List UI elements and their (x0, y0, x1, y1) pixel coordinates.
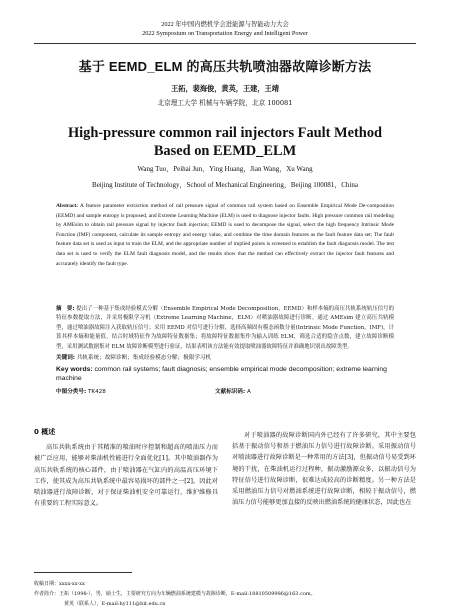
keywords-cn-label: 关键词: (56, 355, 76, 361)
keywords-en-label: Key words: (56, 366, 93, 373)
abstract-cn-text: 提出了一种基于集成经验模式分解（Ensemble Empirical Mode Decomposition，EEMD）和样本熵的高压共轨系统轨压信号的特征参数提取方法，并采用极限学习机（Extreme Learning Machine，ELM）对喷油器故障进行诊断。通过 AMEsim 建立高压共轨模型，通过喷油器故障注入获取轨压信号；采用 EEMD 对信号进行分解，选择高频固有模态函数分量(Intrinsic Mode Function，IMF)，计算其样本熵和能量值，结合时域特征作为故障特征数据集；将故障特征数据集作为输入训练 ELM，筛选合适的隐含点数，建立故障诊断模型，采用测试数据集对 ELM 故障诊断模型进行验证，结果表明该方法能有效提取喷油器故障特征并准确地识别出故障类型。 (56, 306, 395, 350)
abstract-cn-label: 摘 要: (56, 306, 75, 312)
affiliation-cn: 北京理工大学 机械与车辆学院，北京 100081 (157, 99, 293, 107)
keywords-en-text: common rail systems; fault diagnosis; ensemble empirical mode decomposition; extreme learning machine (56, 366, 387, 382)
conference-name-cn: 2022 年中国内燃机学会进能源与智能动力大会 (161, 21, 289, 28)
classification-row (56, 387, 394, 395)
document-code (215, 387, 251, 395)
affiliation-en: Beijing Institute of Technology，School of Mechanical Engineering，Beijing 100081，China (92, 181, 358, 189)
authors-cn: 王拓，裴海俊，黄英，王建，王靖 (171, 84, 279, 93)
keywords-en (56, 365, 394, 383)
paper-title-cn: 基于 EEMD_ELM 的高压共轨喷油器故障诊断方法 (78, 59, 372, 74)
intro-paragraph-left: 高压共轨系统由于其精准的喷油时序控制和超高的喷油压力而被广泛应用，能够对柴油机性能进行全面优化[1]。其中喷油器作为高压共轨系统的核心部件，由于喷油器在气缸内的高温高压环境下工作，使其成为高压共轨系统中最容易损坏的部件之一[2]。因此对喷油器进行故障诊断，对于保证柴油机安全可靠运行，维护维修具有重要的工程实际意义。 (34, 444, 218, 508)
footnote-author-bio: 作者简介：王拓（1998-），男，硕士生，主要研究方向为车辆燃油系统建模与故障诊断，E-mail:18810509986@163.com。 (34, 591, 316, 597)
header-divider (34, 43, 416, 44)
footnote-received: 收稿日期：xxxx-xx-xx (34, 581, 85, 587)
doc-code-value: A (247, 389, 251, 395)
keywords-cn-text: 共轨系统；故障诊断；集成经验模态分解；极限学习机 (76, 355, 212, 361)
paper-title-en-line1: High-pressure common rail injectors Fault Method (67, 125, 383, 141)
abstract-cn (56, 305, 394, 352)
footnote-divider (34, 572, 132, 573)
doc-code-label: 文献标识码: (215, 389, 246, 395)
footnote-contact: 黄英（联系人），E-mail:hy111@bit.edu.cn (64, 601, 166, 607)
paper-title-en (34, 124, 416, 160)
abstract-en-label: Abstract: (56, 203, 79, 209)
body-column-right (232, 430, 416, 508)
keywords-cn (56, 353, 394, 361)
intro-paragraph-right: 对于喷油器的故障诊断国内外已经有了许多研究，其中主要包括基于振动信号和基于燃油压力信号进行故障诊断。采用振动信号对喷油器进行故障诊断是一种常用的方法[3]，但振动信号易受到环境的干扰，在柴油机运行过程种，振动激励源众多，以振动信号为特征信号进行故障诊断，很难达成较高的诊断精度。另一种方法是采用燃油压力信号对燃油系统进行故障诊断，相较于振动信号，燃油压力信号能够更加直接的反映出燃油系统的健康状态，因此也在 (232, 432, 416, 507)
paper-title-en-line2: Based on EEMD_ELM (153, 143, 297, 159)
conference-name-en: 2022 Symposium on Transportation Energy and Intelligent Power (142, 30, 308, 37)
abstract-en-text: A feature parameter extraction method of rail pressure signal of common rail system based on Ensemble Empirical Mode De-composition (EEMD) and sample entropy is proposed, and Extreme Learning Machine (ELM) is used to diagnose injector faults. High pressure common rail modeling by AMEsim to obtain rail pressure signal by injector fault injection; EEMD is used to decompose the signal, select the high frequency Intrinsic Mode Function (IMF) component, calculate its sample entropy and energy value, and combine the time domain features as the fault feature data set; The fault feature data set is used as input to train the ELM, and the appropriate number of implied points is screened to establish the fault diagnosis model. The test data set is used to verify the ELM fault diagnosis model, and the results show that the method can effectively extract the injector fault features and accurately identify the fault type. (56, 203, 394, 267)
section-heading: 0 概述 (34, 428, 56, 436)
body-column-left (34, 427, 218, 509)
abstract-en (56, 202, 394, 269)
clc-value: TK428 (88, 389, 106, 395)
authors-en: Wang Tuo，Peihai Jun，Ying Huang，Jian Wang，Xu Wang (137, 165, 313, 173)
clc-label: 中图分类号: (56, 389, 87, 395)
